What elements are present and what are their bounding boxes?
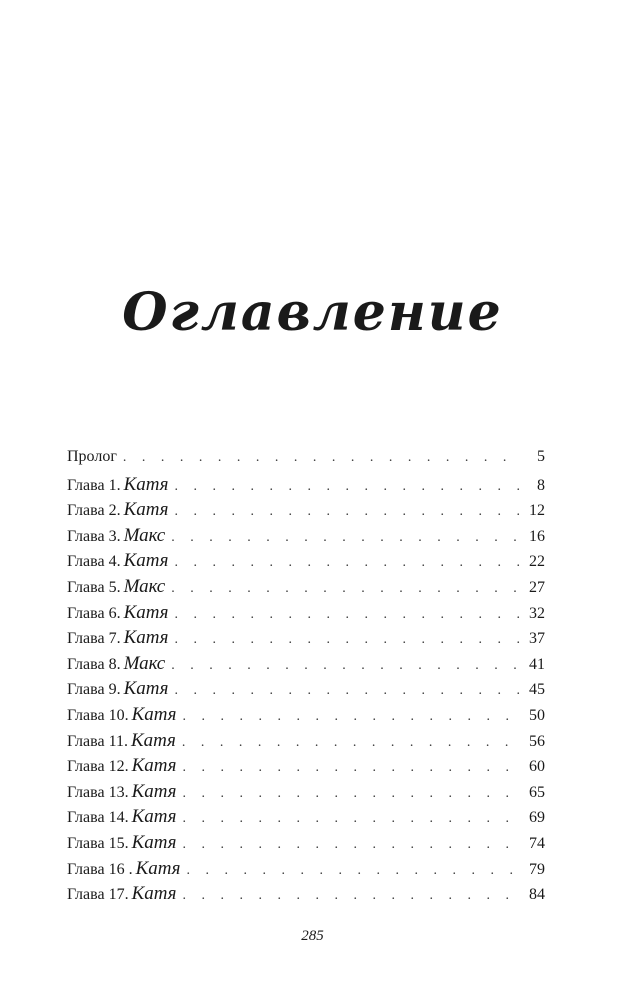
toc-entry-label: Глава 3. — [67, 527, 121, 545]
toc-entry-page: 79 — [529, 860, 545, 878]
toc-entry-narrator: Катя — [131, 755, 177, 777]
toc-entry-chapter-8 — [67, 653, 545, 679]
toc-dot-leader — [123, 450, 521, 466]
toc-dot-leader — [174, 683, 521, 699]
toc-entry-label: Глава 4. — [67, 553, 121, 571]
toc-entry-narrator: Катя — [131, 883, 177, 905]
toc-entry-chapter-16 — [67, 858, 545, 884]
toc-entry-chapter-9 — [67, 678, 545, 704]
toc-entry-narrator: Катя — [135, 857, 181, 879]
toc-dot-leader — [182, 709, 521, 725]
toc-entry-label: Глава 16 . — [67, 860, 133, 878]
toc-entry-narrator: Макс — [123, 652, 166, 674]
toc-entry-chapter-5 — [67, 576, 545, 602]
toc-entry-label: Глава 11. — [67, 732, 128, 750]
toc-dot-leader — [174, 632, 521, 648]
toc-entry-label: Пролог — [67, 448, 117, 465]
toc-dot-leader — [182, 811, 521, 827]
toc-entry-page: 60 — [529, 758, 545, 776]
toc-entry-narrator: Катя — [123, 473, 169, 495]
toc-entry-page: 27 — [529, 578, 545, 596]
toc-dot-leader — [171, 530, 521, 546]
toc-dot-leader — [182, 760, 521, 776]
toc-entry-chapter-3 — [67, 525, 545, 551]
toc-entry-narrator: Катя — [123, 627, 169, 649]
toc-entry-page: 32 — [529, 604, 545, 622]
toc-entry-label: Глава 6. — [67, 604, 121, 622]
page-title: Оглавление — [122, 281, 503, 343]
toc-entry-narrator: Макс — [123, 575, 166, 597]
toc-entry-chapter-7 — [67, 627, 545, 653]
toc-entry-chapter-1 — [67, 474, 545, 500]
toc-entry-chapter-14 — [67, 806, 545, 832]
toc-entry-narrator: Катя — [123, 678, 169, 700]
toc-entry-page: 37 — [529, 630, 545, 648]
table-of-contents — [67, 448, 545, 909]
toc-entry-label: Глава 15. — [67, 834, 129, 852]
toc-entry-narrator: Катя — [123, 499, 169, 521]
toc-entry-label: Глава 5. — [67, 578, 121, 596]
toc-entry-page: 69 — [529, 809, 545, 827]
toc-dot-leader — [171, 658, 521, 674]
toc-dot-leader — [182, 888, 521, 904]
toc-entry-narrator: Катя — [131, 806, 177, 828]
toc-entry-page: 12 — [529, 502, 545, 520]
toc-entry-narrator: Катя — [131, 780, 177, 802]
toc-entry-chapter-11 — [67, 730, 545, 756]
toc-entry-chapter-15 — [67, 832, 545, 858]
toc-dot-leader — [182, 837, 521, 853]
toc-entry-narrator: Катя — [123, 601, 169, 623]
toc-entry-label: Глава 8. — [67, 655, 121, 673]
toc-entry-narrator: Макс — [123, 524, 166, 546]
toc-entry-label: Глава 17. — [67, 886, 129, 904]
toc-entry-narrator: Катя — [131, 831, 177, 853]
toc-entry-chapter-2 — [67, 499, 545, 525]
toc-entry-page: 22 — [529, 553, 545, 571]
toc-entry-narrator: Катя — [130, 729, 176, 751]
toc-entry-label: Глава 14. — [67, 809, 129, 827]
toc-entry-page: 16 — [529, 527, 545, 545]
toc-dot-leader — [174, 555, 521, 571]
toc-entry-label: Глава 7. — [67, 630, 121, 648]
toc-entry-label: Глава 12. — [67, 758, 129, 776]
toc-entry-page: 41 — [529, 655, 545, 673]
toc-entry-label: Глава 10. — [67, 706, 129, 724]
toc-entry-page: 65 — [529, 783, 545, 801]
toc-dot-leader — [182, 786, 521, 802]
toc-entry-label: Глава 13. — [67, 783, 129, 801]
page-number: 285 — [301, 928, 324, 944]
toc-entry-label: Глава 1. — [67, 476, 121, 494]
toc-entry-page: 74 — [529, 834, 545, 852]
toc-dot-leader — [171, 581, 521, 597]
toc-dot-leader — [174, 607, 521, 623]
toc-entry-chapter-4 — [67, 550, 545, 576]
toc-entry-chapter-10 — [67, 704, 545, 730]
toc-entry-page: 50 — [529, 706, 545, 724]
toc-dot-leader — [186, 863, 521, 879]
toc-entry-page: 56 — [529, 732, 545, 750]
toc-entry-label: Глава 2. — [67, 502, 121, 520]
toc-entry-chapter-12 — [67, 755, 545, 781]
toc-dot-leader — [174, 479, 521, 495]
toc-entry-page: 45 — [529, 681, 545, 699]
toc-entry-page: 5 — [537, 448, 545, 465]
toc-dot-leader — [174, 504, 521, 520]
toc-dot-leader — [182, 735, 521, 751]
toc-entry-page: 84 — [529, 886, 545, 904]
toc-entry-chapter-17 — [67, 883, 545, 909]
toc-entry-narrator: Катя — [123, 550, 169, 572]
toc-entry-narrator: Катя — [131, 703, 177, 725]
toc-entry-prologue — [67, 448, 545, 474]
toc-entry-chapter-13 — [67, 781, 545, 807]
toc-entry-chapter-6 — [67, 602, 545, 628]
toc-entry-page: 8 — [537, 476, 545, 494]
toc-entry-label: Глава 9. — [67, 681, 121, 699]
